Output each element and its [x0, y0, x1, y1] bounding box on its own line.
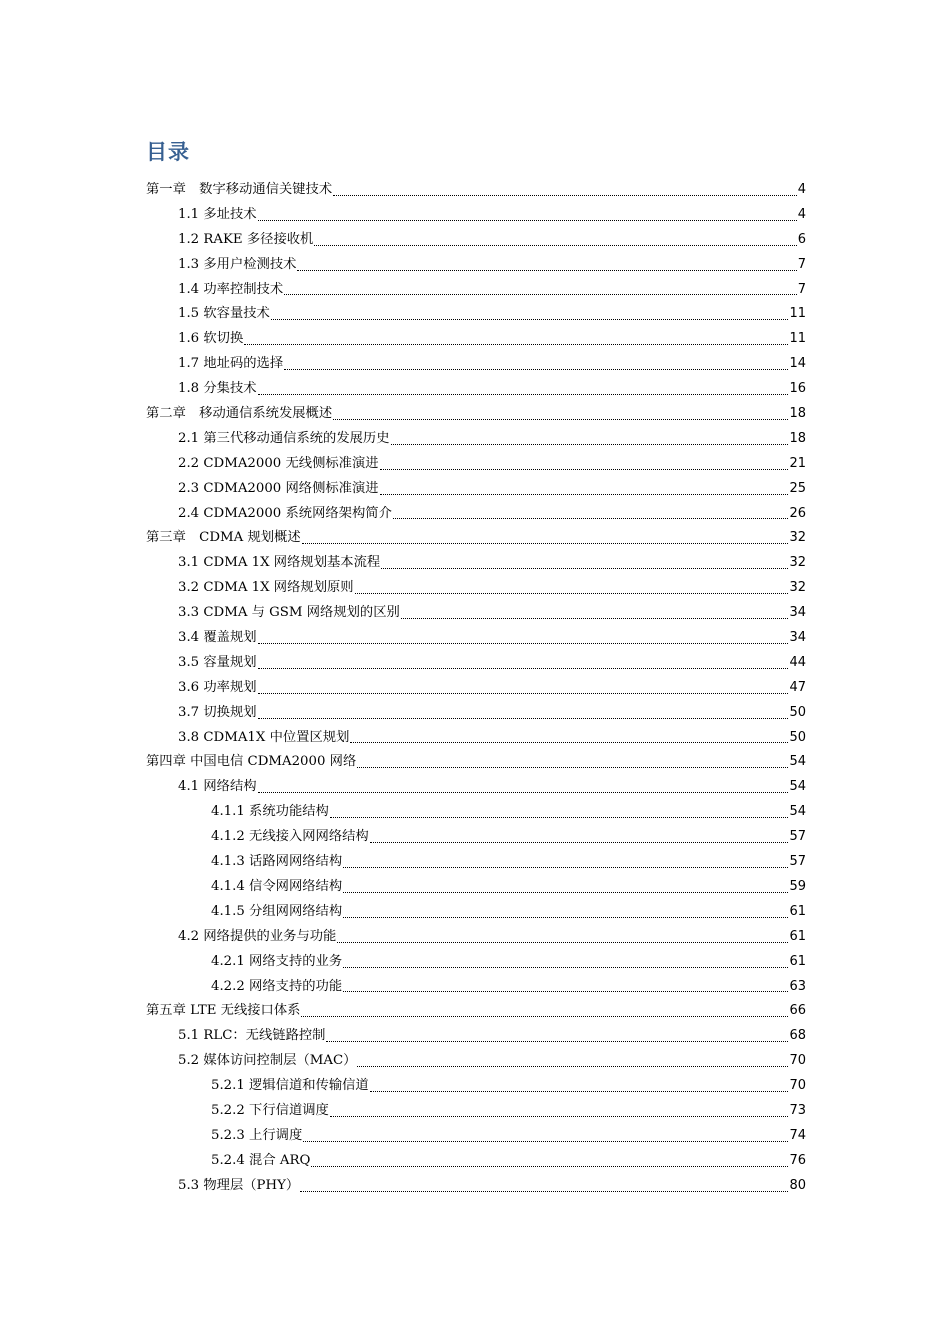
toc-entry-label: 3.2 CDMA 1X 网络规划原则 — [178, 580, 354, 596]
toc-entry-label: 2.1 第三代移动通信系统的发展历史 — [178, 430, 390, 446]
toc-entry-page-number: 57 — [789, 854, 806, 870]
toc-entry-page-number: 34 — [789, 630, 806, 646]
toc-entry-label: 3.1 CDMA 1X 网络规划基本流程 — [178, 555, 381, 571]
toc-entry-page-number: 70 — [789, 1078, 806, 1094]
toc-entry-label: 4.2.2 网络支持的功能 — [211, 978, 343, 994]
toc-entry-label: 4.2.1 网络支持的业务 — [211, 953, 343, 969]
toc-dot-leader — [244, 343, 788, 345]
toc-entry-label: 5.2.3 上行调度 — [211, 1127, 303, 1143]
toc-entry-page-number: 66 — [789, 1003, 806, 1019]
toc-entry[interactable] — [146, 1074, 806, 1099]
toc-entry[interactable] — [146, 750, 806, 775]
toc-entry-label: 4.1.4 信令网网络结构 — [211, 878, 343, 894]
toc-list — [146, 178, 806, 1199]
toc-entry-label: 4.2 网络提供的业务与功能 — [178, 928, 337, 944]
toc-entry-page-number: 18 — [789, 406, 806, 422]
toc-entry[interactable] — [146, 551, 806, 576]
toc-entry-page-number: 61 — [789, 928, 806, 944]
toc-entry[interactable] — [146, 178, 806, 203]
toc-entry[interactable] — [146, 601, 806, 626]
toc-entry-page-number: 7 — [797, 256, 806, 272]
toc-entry-label: 5.2.1 逻辑信道和传输信道 — [211, 1078, 369, 1094]
toc-entry-page-number: 73 — [789, 1102, 806, 1118]
toc-entry-page-number: 21 — [789, 455, 806, 471]
toc-entry-page-number: 32 — [789, 580, 806, 596]
toc-entry-page-number: 32 — [789, 555, 806, 571]
toc-entry[interactable] — [146, 775, 806, 800]
toc-dot-leader — [314, 244, 796, 246]
toc-entry-page-number: 50 — [789, 704, 806, 720]
toc-entry-page-number: 54 — [789, 779, 806, 795]
toc-entry-page-number: 70 — [789, 1053, 806, 1069]
toc-entry[interactable] — [146, 203, 806, 228]
toc-dot-leader — [343, 891, 788, 893]
toc-entry-label: 3.5 容量规划 — [178, 654, 257, 670]
toc-entry[interactable] — [146, 228, 806, 253]
toc-dot-leader — [284, 368, 788, 370]
toc-entry[interactable] — [146, 975, 806, 1000]
toc-entry[interactable] — [146, 850, 806, 875]
toc-dot-leader — [380, 468, 789, 470]
toc-dot-leader — [301, 1015, 788, 1017]
toc-dot-leader — [370, 1090, 789, 1092]
toc-dot-leader — [302, 542, 789, 544]
toc-entry-label: 1.2 RAKE 多径接收机 — [178, 231, 314, 247]
toc-entry-page-number: 32 — [789, 530, 806, 546]
toc-entry-page-number: 25 — [789, 480, 806, 496]
toc-dot-leader — [284, 293, 797, 295]
toc-entry-page-number: 6 — [797, 231, 806, 247]
toc-entry-label: 4.1 网络结构 — [178, 779, 257, 795]
toc-entry-page-number: 44 — [789, 654, 806, 670]
toc-entry[interactable] — [146, 651, 806, 676]
toc-dot-leader — [297, 269, 796, 271]
toc-entry-label: 2.3 CDMA2000 网络侧标准演进 — [178, 480, 379, 496]
toc-entry-label: 5.2.2 下行信道调度 — [211, 1102, 329, 1118]
toc-entry-page-number: 54 — [789, 804, 806, 820]
toc-entry-page-number: 47 — [789, 679, 806, 695]
toc-dot-leader — [357, 1065, 788, 1067]
toc-dot-leader — [337, 941, 788, 943]
toc-entry-page-number: 7 — [797, 281, 806, 297]
toc-entry[interactable] — [146, 900, 806, 925]
toc-dot-leader — [357, 766, 788, 768]
toc-entry[interactable] — [146, 452, 806, 477]
toc-dot-leader — [401, 617, 789, 619]
toc-entry[interactable] — [146, 502, 806, 527]
toc-dot-leader — [311, 1165, 788, 1167]
toc-dot-leader — [258, 219, 797, 221]
toc-dot-leader — [300, 1190, 788, 1192]
toc-entry-page-number: 61 — [789, 953, 806, 969]
toc-dot-leader — [258, 667, 789, 669]
toc-entry-label: 1.6 软切换 — [178, 331, 244, 347]
toc-entry-label: 第一章 数字移动通信关键技术 — [146, 182, 333, 197]
toc-dot-leader — [303, 1140, 788, 1142]
toc-entry-label: 5.2 媒体访问控制层（MAC） — [178, 1053, 357, 1069]
toc-dot-leader — [370, 841, 789, 843]
toc-dot-leader — [330, 816, 789, 818]
toc-entry[interactable] — [146, 1174, 806, 1199]
toc-entry-label: 1.3 多用户检测技术 — [178, 256, 297, 272]
toc-dot-leader — [271, 318, 789, 320]
toc-entry-label: 第三章 CDMA 规划概述 — [146, 530, 301, 546]
toc-title: 目录 — [146, 140, 190, 164]
toc-entry-label: 第四章 中国电信 CDMA2000 网络 — [146, 754, 357, 770]
toc-entry-page-number: 11 — [789, 331, 806, 347]
toc-entry-label: 4.1.1 系统功能结构 — [211, 804, 329, 820]
toc-entry-page-number: 76 — [789, 1152, 806, 1168]
toc-entry-page-number: 11 — [789, 306, 806, 322]
toc-entry-label: 第二章 移动通信系统发展概述 — [146, 406, 333, 422]
toc-entry[interactable] — [146, 477, 806, 502]
toc-entry[interactable] — [146, 327, 806, 352]
toc-entry-page-number: 59 — [789, 878, 806, 894]
toc-entry-page-number: 26 — [789, 505, 806, 521]
toc-entry[interactable] — [146, 701, 806, 726]
toc-entry-label: 3.7 切换规划 — [178, 704, 257, 720]
toc-dot-leader — [333, 194, 797, 196]
toc-entry-page-number: 4 — [797, 182, 806, 197]
toc-dot-leader — [258, 717, 789, 719]
toc-dot-leader — [343, 916, 788, 918]
toc-dot-leader — [326, 1040, 788, 1042]
toc-entry-page-number: 54 — [789, 754, 806, 770]
toc-entry[interactable] — [146, 825, 806, 850]
toc-entry[interactable] — [146, 626, 806, 651]
toc-entry-page-number: 16 — [789, 381, 806, 397]
toc-entry[interactable] — [146, 676, 806, 701]
toc-dot-leader — [381, 567, 788, 569]
toc-entry[interactable] — [146, 377, 806, 402]
toc-entry-label: 2.4 CDMA2000 系统网络架构简介 — [178, 505, 392, 521]
toc-dot-leader — [355, 592, 789, 594]
toc-entry-label: 第五章 LTE 无线接口体系 — [146, 1003, 301, 1019]
toc-dot-leader — [391, 443, 789, 445]
toc-dot-leader — [258, 393, 789, 395]
toc-dot-leader — [343, 966, 788, 968]
toc-entry[interactable] — [146, 1149, 806, 1174]
toc-entry-page-number: 80 — [789, 1177, 806, 1193]
toc-entry-page-number: 68 — [789, 1028, 806, 1044]
toc-dot-leader — [258, 692, 789, 694]
toc-entry-page-number: 61 — [789, 903, 806, 919]
toc-entry-label: 1.7 地址码的选择 — [178, 356, 284, 372]
toc-entry-page-number: 4 — [797, 206, 806, 222]
toc-entry[interactable] — [146, 1099, 806, 1124]
toc-entry[interactable] — [146, 402, 806, 427]
toc-entry-label: 4.1.3 话路网网络结构 — [211, 854, 343, 870]
toc-entry[interactable] — [146, 950, 806, 975]
toc-entry-label: 4.1.2 无线接入网网络结构 — [211, 829, 369, 845]
toc-entry-label: 1.4 功率控制技术 — [178, 281, 284, 297]
toc-dot-leader — [330, 1115, 789, 1117]
toc-entry-page-number: 14 — [789, 356, 806, 372]
toc-entry-label: 5.3 物理层（PHY） — [178, 1177, 300, 1193]
toc-entry[interactable] — [146, 875, 806, 900]
toc-dot-leader — [393, 517, 789, 519]
toc-entry[interactable] — [146, 726, 806, 751]
toc-entry-label: 3.4 覆盖规划 — [178, 630, 257, 646]
toc-entry[interactable] — [146, 800, 806, 825]
toc-entry[interactable] — [146, 427, 806, 452]
toc-entry-page-number: 34 — [789, 605, 806, 621]
toc-dot-leader — [343, 866, 788, 868]
toc-dot-leader — [258, 791, 789, 793]
toc-entry-label: 3.8 CDMA1X 中位置区规划 — [178, 729, 350, 745]
toc-entry-label: 1.8 分集技术 — [178, 381, 257, 397]
toc-entry-page-number: 18 — [789, 430, 806, 446]
toc-entry-label: 2.2 CDMA2000 无线侧标准演进 — [178, 455, 379, 471]
toc-entry-page-number: 63 — [789, 978, 806, 994]
toc-dot-leader — [350, 741, 788, 743]
toc-entry[interactable] — [146, 999, 806, 1024]
toc-entry[interactable] — [146, 1024, 806, 1049]
toc-entry-label: 3.6 功率规划 — [178, 679, 257, 695]
toc-dot-leader — [380, 493, 789, 495]
toc-dot-leader — [258, 642, 789, 644]
toc-entry-label: 3.3 CDMA 与 GSM 网络规划的区别 — [178, 605, 400, 621]
toc-dot-leader — [333, 418, 788, 420]
toc-entry[interactable] — [146, 278, 806, 303]
toc-entry[interactable] — [146, 925, 806, 950]
toc-entry[interactable] — [146, 253, 806, 278]
toc-entry-label: 5.2.4 混合 ARQ — [211, 1152, 311, 1168]
toc-entry-label: 4.1.5 分组网网络结构 — [211, 903, 343, 919]
toc-entry-label: 1.1 多址技术 — [178, 206, 257, 222]
toc-entry-label: 5.1 RLC：无线链路控制 — [178, 1028, 326, 1044]
toc-entry-page-number: 74 — [789, 1127, 806, 1143]
toc-entry[interactable] — [146, 1049, 806, 1074]
toc-entry-label: 1.5 软容量技术 — [178, 306, 270, 322]
toc-entry-page-number: 57 — [789, 829, 806, 845]
toc-entry[interactable] — [146, 352, 806, 377]
toc-dot-leader — [343, 990, 788, 992]
toc-entry[interactable] — [146, 1124, 806, 1149]
toc-entry[interactable] — [146, 576, 806, 601]
toc-entry[interactable] — [146, 302, 806, 327]
toc-entry-page-number: 50 — [789, 729, 806, 745]
toc-entry[interactable] — [146, 526, 806, 551]
